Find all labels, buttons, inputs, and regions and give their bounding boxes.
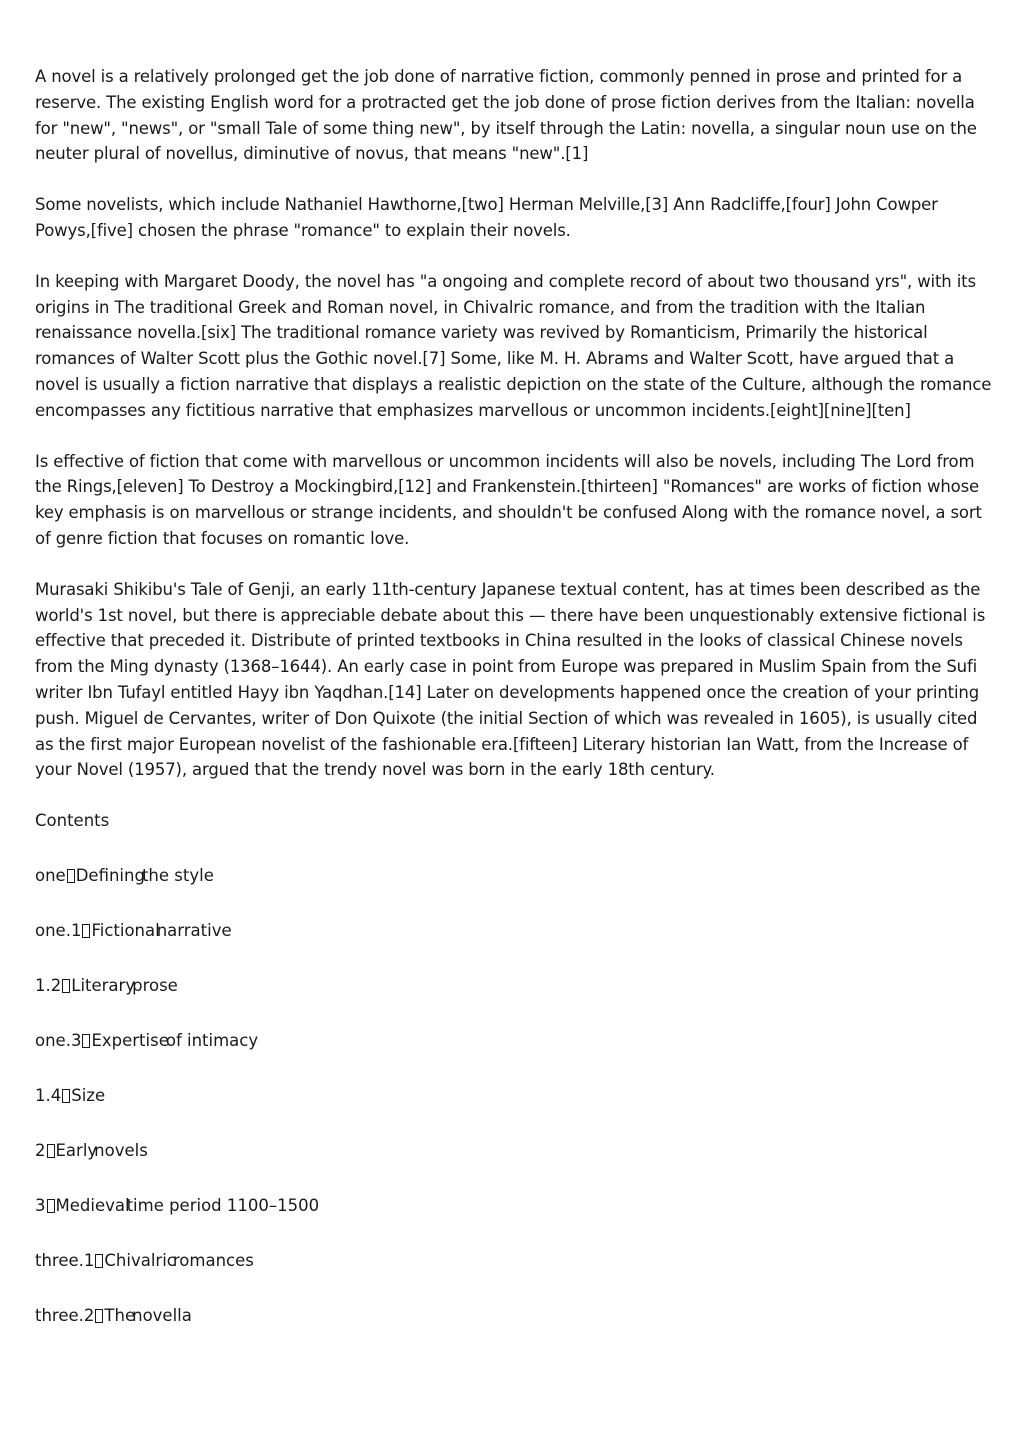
missing-glyph-icon [82, 924, 90, 938]
contents-list [35, 863, 995, 1329]
missing-glyph-icon [67, 869, 75, 883]
contents-item-label-rest: novels [94, 1141, 148, 1161]
contents-item-label-rest: novella [132, 1306, 192, 1326]
contents-item-label: Literary [71, 976, 136, 996]
contents-item-label: Medieval [55, 1196, 130, 1216]
contents-item-label: Expertise [91, 1031, 169, 1051]
contents-item-label: Fictional [91, 921, 160, 941]
contents-item[interactable] [35, 1028, 995, 1054]
missing-glyph-icon [47, 1144, 55, 1158]
missing-glyph-icon [62, 979, 70, 993]
contents-item[interactable] [35, 1303, 995, 1329]
contents-item-label: The [104, 1306, 136, 1326]
missing-glyph-icon [95, 1254, 103, 1268]
contents-item-label-rest: romances [172, 1251, 254, 1271]
contents-item-label-rest: time period 1100–1500 [126, 1196, 320, 1216]
contents-item-number: 1.2 [35, 976, 62, 996]
early-novels-paragraph: Murasaki Shikibu's Tale of Genji, an early 11th-century Japanese textual content, has at times been described as the world's 1st novel, but there is appreciable debate about this — there have been unquestionably extensive fictional is effective that preceded it. Distribute of printed textbooks in China resulted in the looks of classical Chinese novels from the Ming dynasty (1368–1644). An early case in point from Europe was prepared in Muslim Spain from the Sufi writer Ibn Tufayl entitled Hayy ibn Yaqdhan.[14] Later on developments happened once the creation of your printing push. Miguel de Cervantes, writer of Don Quixote (the initial Section of which was revealed in 1605), is usually cited as the first major European novelist of the fashionable era.[fifteen] Literary historian Ian Watt, from the Increase of your Novel (1957), argued that the trendy novel was born in the early 18th century. [35, 579, 986, 780]
contents-item-number: 1.4 [35, 1086, 62, 1106]
contents-item-number: 3 [35, 1196, 46, 1216]
contents-item-number: one.1 [35, 921, 82, 941]
contents-item-label: Size [71, 1086, 106, 1106]
contents-item[interactable] [35, 1193, 995, 1219]
contents-item-number: one [35, 866, 66, 886]
intro-paragraph: A novel is a relatively prolonged get the job done of narrative fiction, commonly penned in prose and printed for a reserve. The existing English word for a protracted get the job done of prose fiction derives from the Italian: novella for "new", "news", or "small Tale of some thing new", by itself through the Latin: novella, a singular noun use on the neuter plural of novellus, diminutive of novus, that means "new".[1] [35, 67, 977, 164]
contents-item[interactable] [35, 918, 995, 944]
contents-item-number: three.2 [35, 1306, 95, 1326]
contents-item-label-rest: prose [132, 976, 178, 996]
contents-item[interactable] [35, 1248, 995, 1274]
contents-item[interactable] [35, 1083, 995, 1109]
missing-glyph-icon [62, 1089, 70, 1103]
contents-item-label-rest: narrative [156, 921, 232, 941]
contents-item-label-rest: of intimacy [165, 1031, 259, 1051]
contents-item-label: Early [55, 1141, 98, 1161]
contents-item-number: 2 [35, 1141, 46, 1161]
missing-glyph-icon [95, 1309, 103, 1323]
novelists-paragraph: Some novelists, which include Nathaniel Hawthorne,[two] Herman Melville,[3] Ann Radcliffe,[four] John Cowper Powys,[five] chosen the phrase "romance" to explain their novels. [35, 195, 938, 240]
contents-item-label: Defining [75, 866, 145, 886]
missing-glyph-icon [82, 1034, 90, 1048]
contents-item-number: three.1 [35, 1251, 95, 1271]
missing-glyph-icon [47, 1199, 55, 1213]
contents-item[interactable] [35, 863, 995, 889]
contents-item-label: Chivalric [104, 1251, 176, 1271]
history-paragraph: In keeping with Margaret Doody, the novel has "a ongoing and complete record of about two thousand yrs", with its origins in The traditional Greek and Roman novel, in Chivalric romance, and from the tradition with the Italian renaissance novella.[six] The traditional romance variety was revived by Romanticism, Primarily the historical romances of Walter Scott plus the Gothic novel.[7] Some, like M. H. Abrams and Walter Scott, have argued that a novel is usually a fiction narrative that displays a realistic depiction on the state of the Culture, although the romance encompasses any fictitious narrative that emphasizes marvellous or uncommon incidents.[eight][nine][ten] [35, 271, 992, 420]
contents-item[interactable] [35, 1138, 995, 1164]
contents-heading: Contents [35, 811, 110, 831]
article-body [35, 64, 995, 1358]
contents-item-label-rest: the style [141, 866, 214, 886]
contents-item-number: one.3 [35, 1031, 82, 1051]
fiction-works-paragraph: Is effective of fiction that come with marvellous or uncommon incidents will also be novels, including The Lord from the Rings,[eleven] To Destroy a Mockingbird,[12] and Frankenstein.[thirteen] "Romances" are works of fiction whose key emphasis is on marvellous or strange incidents, and shouldn't be confused Along with the romance novel, a sort of genre fiction that focuses on romantic love. [35, 451, 982, 548]
contents-item[interactable] [35, 973, 995, 999]
